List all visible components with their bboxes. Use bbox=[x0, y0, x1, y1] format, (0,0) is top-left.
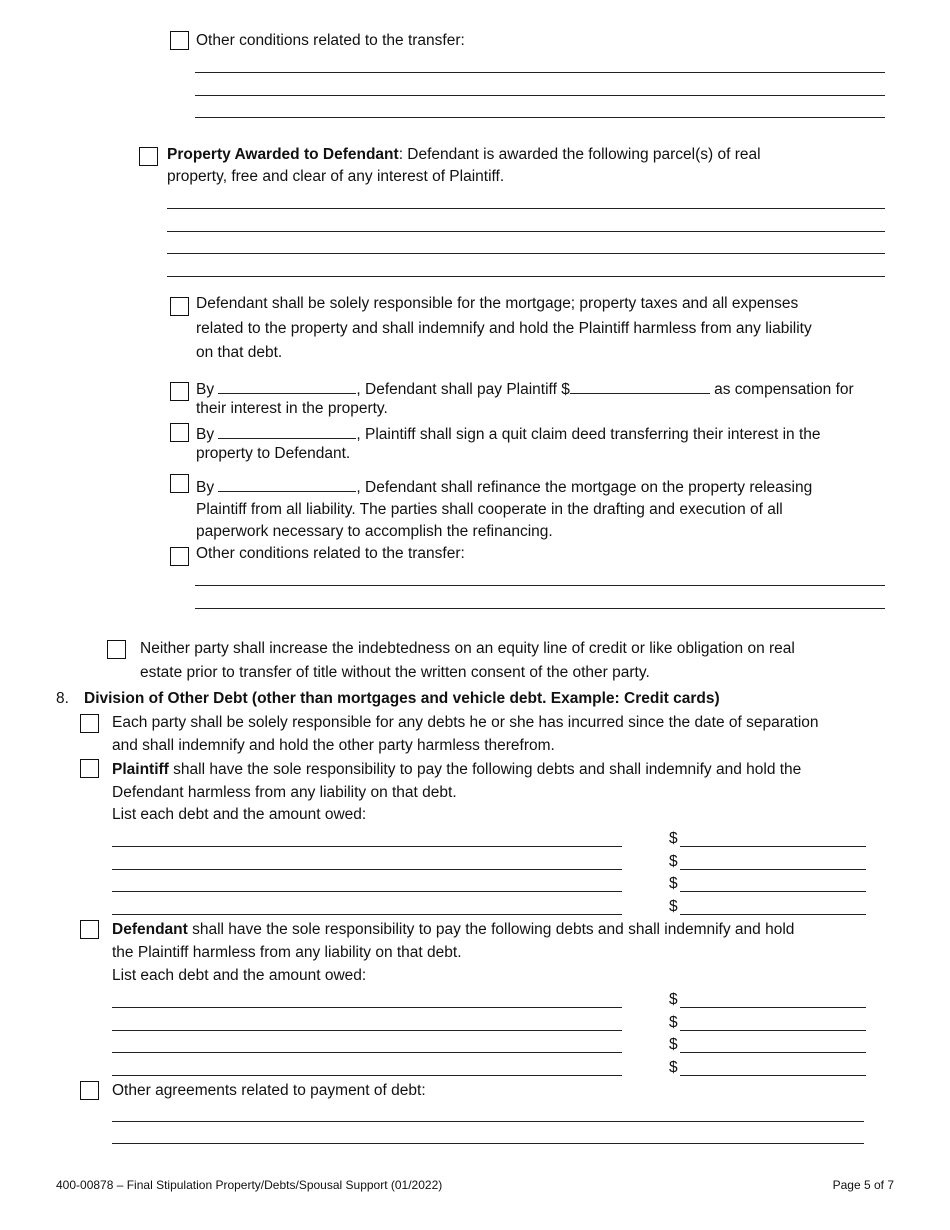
plaintiff-amount-line-2[interactable] bbox=[680, 869, 866, 870]
other-conditions-line-1c[interactable] bbox=[195, 117, 885, 118]
pay-amount-blank[interactable] bbox=[570, 379, 710, 394]
defendant-text: shall have the sole responsibility to pay the following debts and shall indemnify and hold bbox=[187, 921, 795, 938]
defendant-amount-line-2[interactable] bbox=[680, 1030, 866, 1031]
equity-line-checkbox[interactable] bbox=[107, 640, 126, 659]
defendant-debts-checkbox[interactable] bbox=[80, 920, 99, 939]
mortgage-line1: Defendant shall be solely responsible for the mortgage; property taxes and all expenses bbox=[196, 295, 799, 312]
refi-date-blank[interactable] bbox=[218, 477, 356, 492]
other-agreements-line-a[interactable] bbox=[112, 1121, 864, 1122]
defendant-list-label: List each debt and the amount owed: bbox=[112, 967, 367, 984]
defendant-debt-line-1[interactable] bbox=[112, 1007, 622, 1008]
property-defendant-title: Property Awarded to Defendant bbox=[167, 146, 399, 163]
other-agreements-checkbox[interactable] bbox=[80, 1081, 99, 1100]
plaintiff-debts-line1 bbox=[112, 759, 801, 781]
pay-date-blank[interactable] bbox=[218, 379, 356, 394]
other-conditions-label-1: Other conditions related to the transfer: bbox=[196, 32, 465, 49]
each-party-checkbox[interactable] bbox=[80, 714, 99, 733]
refinance-line3: paperwork necessary to accomplish the refinancing. bbox=[196, 523, 553, 540]
other-conditions-checkbox-2[interactable] bbox=[170, 547, 189, 566]
plaintiff-list-label: List each debt and the amount owed: bbox=[112, 806, 367, 823]
defendant-debt-line-3[interactable] bbox=[112, 1052, 622, 1053]
other-conditions-checkbox-1[interactable] bbox=[170, 31, 189, 50]
mortgage-line2: related to the property and shall indemnify and hold the Plaintiff harmless from any liability bbox=[196, 320, 812, 337]
equity-line-text2: estate prior to transfer of title without the written consent of the other party. bbox=[140, 664, 650, 681]
property-defendant-line-b[interactable] bbox=[167, 231, 885, 232]
mortgage-responsibility-checkbox[interactable] bbox=[170, 297, 189, 316]
plaintiff-text: shall have the sole responsibility to pay the following debts and shall indemnify and hold the bbox=[168, 761, 802, 778]
other-conditions-label-2: Other conditions related to the transfer: bbox=[196, 545, 465, 562]
refinance-line2: Plaintiff from all liability. The parties shall cooperate in the drafting and execution of all bbox=[196, 501, 783, 518]
other-conditions-line-1b[interactable] bbox=[195, 95, 885, 96]
footer-form-id: 400-00878 – Final Stipulation Property/Debts/Spousal Support (01/2022) bbox=[56, 1178, 443, 1192]
plaintiff-dollar-3: $ bbox=[669, 875, 678, 892]
plaintiff-debt-line-2[interactable] bbox=[112, 869, 622, 870]
defendant-bold: Defendant bbox=[112, 921, 188, 938]
defendant-debts-line2: the Plaintiff harmless from any liability on that debt. bbox=[112, 944, 462, 961]
other-conditions-line-2a[interactable] bbox=[195, 585, 885, 586]
quit-by-label: By bbox=[196, 426, 215, 443]
pay-end-text: as compensation for bbox=[709, 381, 854, 398]
defendant-debt-line-4[interactable] bbox=[112, 1075, 622, 1076]
plaintiff-bold: Plaintiff bbox=[112, 761, 169, 778]
plaintiff-dollar-2: $ bbox=[669, 853, 678, 870]
plaintiff-dollar-1: $ bbox=[669, 830, 678, 847]
property-defendant-line-d[interactable] bbox=[167, 276, 885, 277]
refi-by-label: By bbox=[196, 479, 215, 496]
defendant-debt-line-2[interactable] bbox=[112, 1030, 622, 1031]
plaintiff-amount-line-4[interactable] bbox=[680, 914, 866, 915]
defendant-debts-line1 bbox=[112, 919, 794, 941]
defendant-amount-line-3[interactable] bbox=[680, 1052, 866, 1053]
quit-claim-line2: property to Defendant. bbox=[196, 445, 351, 462]
defendant-dollar-3: $ bbox=[669, 1036, 678, 1053]
property-defendant-text-line2: property, free and clear of any interest of Plaintiff. bbox=[167, 168, 505, 185]
refi-mid-text: , Defendant shall refinance the mortgage on the property releasing bbox=[356, 479, 813, 496]
plaintiff-amount-line-1[interactable] bbox=[680, 846, 866, 847]
each-party-line2: and shall indemnify and hold the other party harmless therefrom. bbox=[112, 737, 555, 754]
footer-page-number: Page 5 of 7 bbox=[832, 1178, 894, 1192]
defendant-dollar-1: $ bbox=[669, 991, 678, 1008]
property-defendant-text: : Defendant is awarded the following parcel(s) of real bbox=[398, 146, 761, 163]
plaintiff-debt-line-4[interactable] bbox=[112, 914, 622, 915]
quit-mid-text: , Plaintiff shall sign a quit claim deed transferring their interest in the bbox=[356, 426, 821, 443]
section-8-title-text: Division of Other Debt (other than mortgages and vehicle debt. Example: Credit cards) bbox=[84, 690, 720, 707]
other-conditions-line-2b[interactable] bbox=[195, 608, 885, 609]
pay-by-label: By bbox=[196, 381, 215, 398]
refinance-checkbox[interactable] bbox=[170, 474, 189, 493]
plaintiff-debt-line-1[interactable] bbox=[112, 846, 622, 847]
plaintiff-dollar-4: $ bbox=[669, 898, 678, 915]
defendant-amount-line-1[interactable] bbox=[680, 1007, 866, 1008]
equity-line-text1: Neither party shall increase the indebtedness on an equity line of credit or like obligation on real bbox=[140, 640, 795, 657]
other-agreements-line-b[interactable] bbox=[112, 1143, 864, 1144]
plaintiff-debts-checkbox[interactable] bbox=[80, 759, 99, 778]
pay-compensation-line2: their interest in the property. bbox=[196, 400, 388, 417]
property-defendant-checkbox[interactable] bbox=[139, 147, 158, 166]
each-party-line1: Each party shall be solely responsible for any debts he or she has incurred since the date of separation bbox=[112, 714, 819, 731]
pay-mid-text: , Defendant shall pay Plaintiff $ bbox=[356, 381, 570, 398]
pay-compensation-checkbox[interactable] bbox=[170, 382, 189, 401]
defendant-dollar-4: $ bbox=[669, 1059, 678, 1076]
section-8-title bbox=[84, 688, 720, 710]
property-defendant-line-a[interactable] bbox=[167, 208, 885, 209]
property-defendant-line-c[interactable] bbox=[167, 253, 885, 254]
other-agreements-label: Other agreements related to payment of debt: bbox=[112, 1082, 426, 1099]
plaintiff-debts-line2: Defendant harmless from any liability on that debt. bbox=[112, 784, 457, 801]
plaintiff-debt-line-3[interactable] bbox=[112, 891, 622, 892]
other-conditions-line-1a[interactable] bbox=[195, 72, 885, 73]
property-defendant-text-line1 bbox=[167, 144, 761, 166]
quit-date-blank[interactable] bbox=[218, 424, 356, 439]
refinance-line1 bbox=[196, 477, 812, 499]
plaintiff-amount-line-3[interactable] bbox=[680, 891, 866, 892]
defendant-dollar-2: $ bbox=[669, 1014, 678, 1031]
defendant-amount-line-4[interactable] bbox=[680, 1075, 866, 1076]
section-8-number: 8. bbox=[56, 690, 69, 707]
quit-claim-checkbox[interactable] bbox=[170, 423, 189, 442]
mortgage-line3: on that debt. bbox=[196, 344, 283, 361]
